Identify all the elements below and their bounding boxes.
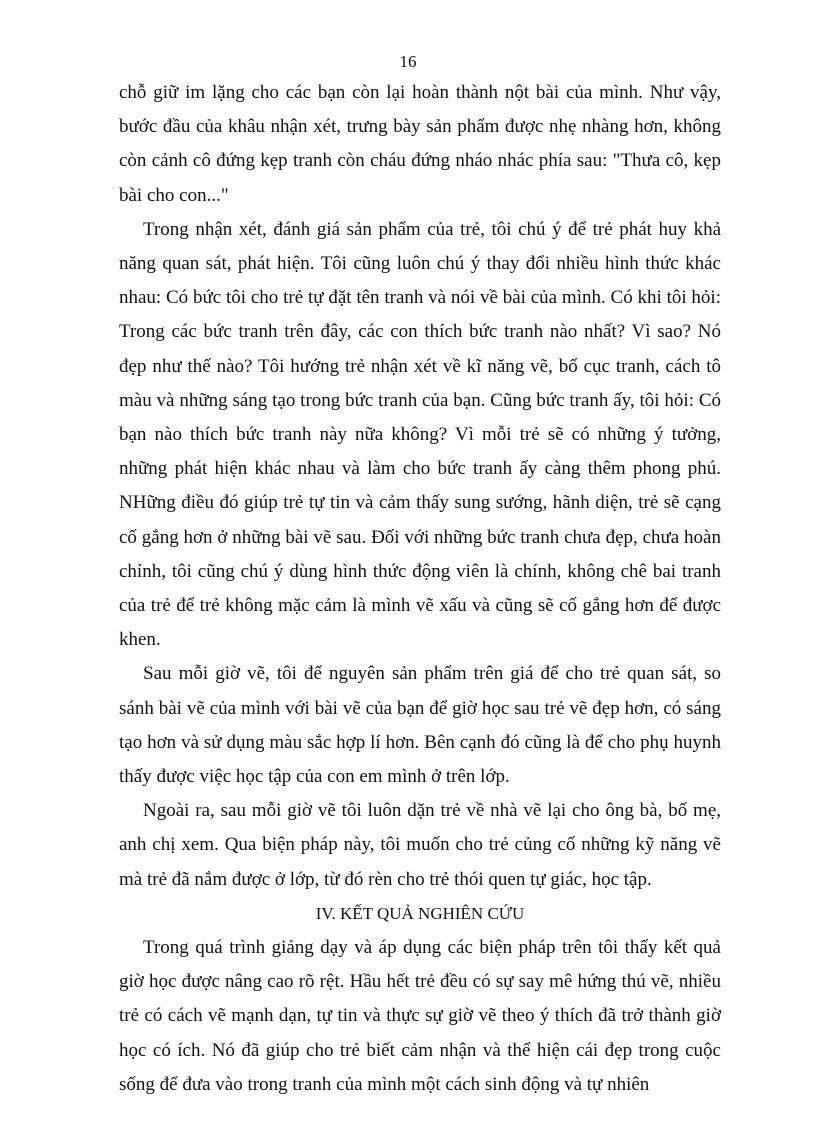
- body-text: [119, 76, 721, 1102]
- paragraph-continuation: chỗ giữ im lặng cho các bạn còn lại hoàn thành nột bài của mình. Như vậy, bước đầu của khâu nhận xét, trưng bày sản phẩm được nhẹ nhàng hơn, không còn cảnh cô đứng kẹp tranh còn cháu đứng nháo nhác phía sau: "Thưa cô, kẹp bài cho con...": [119, 82, 721, 206]
- page-number: 16: [399, 52, 417, 71]
- paragraph-display: Sau mỗi giờ vẽ, tôi để nguyên sản phẩm trên giá để cho trẻ quan sát, so sánh bài vẽ của mình với bài vẽ của bạn để giờ học sau trẻ vẽ đẹp hơn, có sáng tạo hơn và sử dụng màu sắc hợp lí hơn. Bên cạnh đó cũng là để cho phụ huynh thấy được việc học tập của con em mình ở trên lớp.: [119, 663, 721, 788]
- section-heading: IV. KẾT QUẢ NGHIÊN CỨU: [315, 903, 525, 923]
- paragraph-homework: Ngoài ra, sau mỗi giờ vẽ tôi luôn dặn trẻ về nhà vẽ lại cho ông bà, bố mẹ, anh chị xem. Qua biện pháp này, tôi muốn cho trẻ củng cố những kỹ năng vẽ mà trẻ đã nắm được ở lớp, từ đó rèn cho trẻ thói quen tự giác, học tập.: [119, 800, 721, 890]
- paragraph-evaluation: Trong nhận xét, đánh giá sản phẩm của trẻ, tôi chú ý để trẻ phát huy khả năng quan sát, phát hiện. Tôi cũng luôn chú ý thay đổi nhiều hình thức khác nhau: Có bức tôi cho trẻ tự đặt tên tranh và nói về bài của mình. Có khi tôi hỏi: Trong các bức tranh trên đây, các con thích bức tranh nào nhất? Vì sao? Nó đẹp như thế nào? Tôi hướng trẻ nhận xét về kĩ năng vẽ, bố cục tranh, cách tô màu và những sáng tạo trong bức tranh của bạn. Cũng bức tranh ấy, tôi hỏi: Có bạn nào thích bức tranh này nữa không? Vì mỗi trẻ sẽ có những ý tưởng, những phát hiện khác nhau và làm cho bức tranh ấy càng thêm phong phú. NHững điều đó giúp trẻ tự tin và cảm thấy sung sướng, hãnh diện, trẻ sẽ cạng cố gắng hơn ở những bài vẽ sau. Đối với những bức tranh chưa đẹp, chưa hoàn chỉnh, tôi cũng chú ý dùng hình thức động viên là chính, không chê bai tranh của trẻ để trẻ không mặc cảm là mình vẽ xấu và cũng sẽ cố gắng hơn để được khen.: [119, 218, 721, 651]
- paragraph-results: Trong quá trình giảng dạy và áp dụng các biện pháp trên tôi thấy kết quả giờ học được nâng cao rõ rệt. Hầu hết trẻ đều có sự say mê hứng thú vẽ, nhiều trẻ có cách vẽ mạnh dạn, tự tin và thực sự giờ vẽ theo ý thích đã trở thành giờ học có ích. Nó đã giúp cho trẻ biết cảm nhận và thể hiện cái đẹp trong cuộc sống để đưa vào trong tranh của mình một cách sinh động và tự nhiên: [119, 937, 721, 1095]
